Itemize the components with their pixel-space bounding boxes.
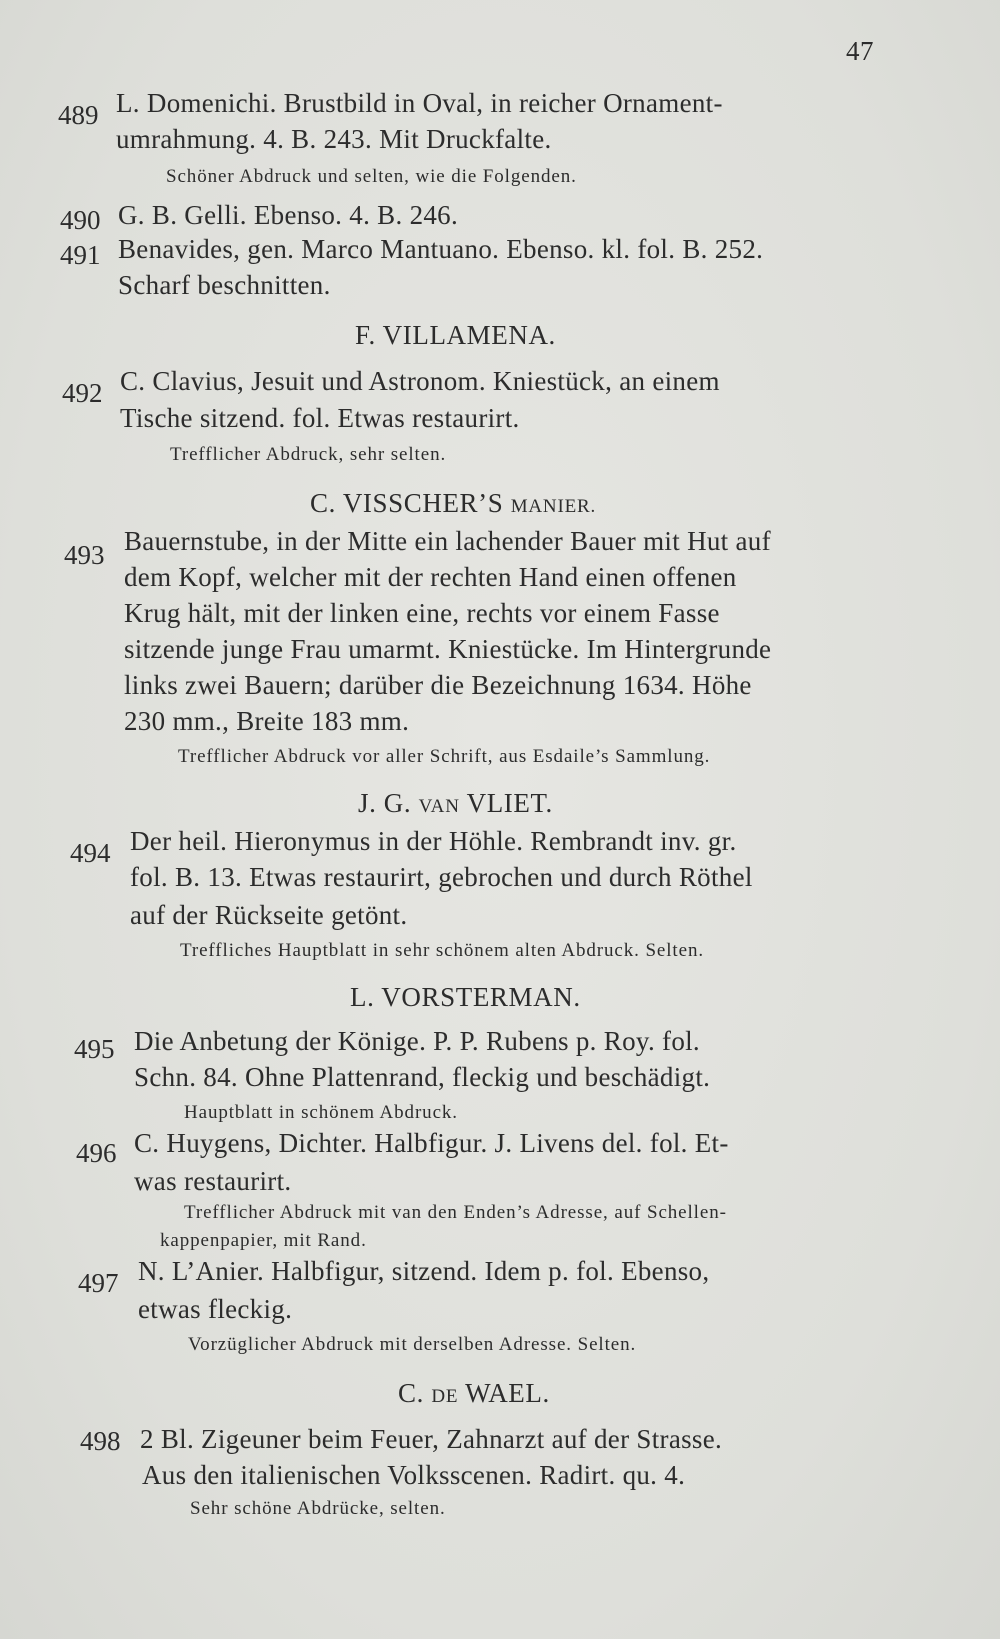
entry-note: Trefflicher Abdruck, sehr selten. [170, 444, 447, 465]
heading-main: C. VISSCHER’S [310, 488, 511, 518]
entry-line: L. Domenichi. Brustbild in Oval, in reicher Ornament- [116, 88, 723, 118]
entry-line: was restaurirt. [134, 1166, 292, 1196]
entry-line: auf der Rückseite getönt. [130, 900, 408, 930]
entry-note: Sehr schöne Abdrücke, selten. [190, 1498, 446, 1519]
heading-post: VLIET. [459, 788, 553, 818]
entry-line: G. B. Gelli. Ebenso. 4. B. 246. [118, 200, 459, 230]
entry-line: 2 Bl. Zigeuner beim Feuer, Zahnarzt auf der Strasse. [140, 1424, 723, 1454]
lot-number: 494 [70, 838, 111, 868]
lot-number: 490 [60, 205, 101, 235]
heading-small-caps: DE [431, 1386, 459, 1407]
entry-note: Schöner Abdruck und selten, wie die Folgenden. [166, 166, 577, 187]
heading-pre: C. [398, 1378, 432, 1408]
heading-post: WAEL. [458, 1378, 550, 1408]
section-heading-visscher [310, 488, 596, 519]
heading-small-caps: VAN [418, 796, 460, 817]
entry-line: dem Kopf, welcher mit der rechten Hand einen offenen [124, 562, 737, 592]
section-heading-vliet [358, 788, 553, 819]
entry-line: Benavides, gen. Marco Mantuano. Ebenso. kl. fol. B. 252. [118, 234, 764, 264]
page-number: 47 [846, 36, 874, 66]
entry-line: fol. B. 13. Etwas restaurirt, gebrochen und durch Röthel [130, 862, 753, 892]
lot-number: 493 [64, 540, 105, 570]
lot-number: 498 [80, 1426, 121, 1456]
entry-line: N. L’Anier. Halbfigur, sitzend. Idem p. fol. Ebenso, [138, 1256, 710, 1286]
heading-pre: J. G. [358, 788, 419, 818]
section-heading-wael [398, 1378, 550, 1409]
entry-line: Die Anbetung der Könige. P. P. Rubens p. Roy. fol. [134, 1026, 700, 1056]
lot-number: 492 [62, 378, 103, 408]
lot-number: 496 [76, 1138, 117, 1168]
entry-line: Der heil. Hieronymus in der Höhle. Rembrandt inv. gr. [130, 826, 737, 856]
heading-small-caps: MANIER. [510, 496, 597, 517]
entry-line: Krug hält, mit der linken eine, rechts vor einem Fasse [124, 598, 720, 628]
entry-line: Aus den italienischen Volksscenen. Radirt. qu. 4. [142, 1460, 686, 1490]
entry-line: Bauernstube, in der Mitte ein lachender Bauer mit Hut auf [124, 526, 771, 556]
entry-note: kappenpapier, mit Rand. [160, 1230, 367, 1251]
entry-line: C. Clavius, Jesuit und Astronom. Kniestück, an einem [120, 366, 720, 396]
entry-note: Vorzüglicher Abdruck mit derselben Adresse. Selten. [188, 1334, 637, 1355]
entry-line: Scharf beschnitten. [118, 270, 331, 300]
entry-line: C. Huygens, Dichter. Halbfigur. J. Livens del. fol. Et- [134, 1128, 729, 1158]
entry-line: etwas fleckig. [138, 1294, 293, 1324]
entry-note: Trefflicher Abdruck vor aller Schrift, aus Esdaile’s Sammlung. [178, 746, 711, 767]
entry-line: links zwei Bauern; darüber die Bezeichnung 1634. Höhe [124, 670, 752, 700]
section-heading-vorsterman: L. VORSTERMAN. [350, 982, 581, 1012]
entry-line: Tische sitzend. fol. Etwas restaurirt. [120, 403, 520, 433]
entry-note: Treffliches Hauptblatt in sehr schönem alten Abdruck. Selten. [180, 940, 704, 961]
entry-note: Trefflicher Abdruck mit van den Enden’s Adresse, auf Schellen- [184, 1202, 727, 1223]
entry-note: Hauptblatt in schönem Abdruck. [184, 1102, 458, 1123]
section-heading-villamena: F. VILLAMENA. [355, 320, 556, 350]
lot-number: 497 [78, 1268, 119, 1298]
entry-line: 230 mm., Breite 183 mm. [124, 706, 410, 736]
entry-line: Schn. 84. Ohne Plattenrand, fleckig und beschädigt. [134, 1062, 711, 1092]
lot-number: 489 [58, 100, 99, 130]
lot-number: 491 [60, 240, 101, 270]
entry-line: sitzende junge Frau umarmt. Kniestücke. Im Hintergrunde [124, 634, 772, 664]
lot-number: 495 [74, 1034, 115, 1064]
entry-line: umrahmung. 4. B. 243. Mit Druckfalte. [116, 124, 552, 154]
